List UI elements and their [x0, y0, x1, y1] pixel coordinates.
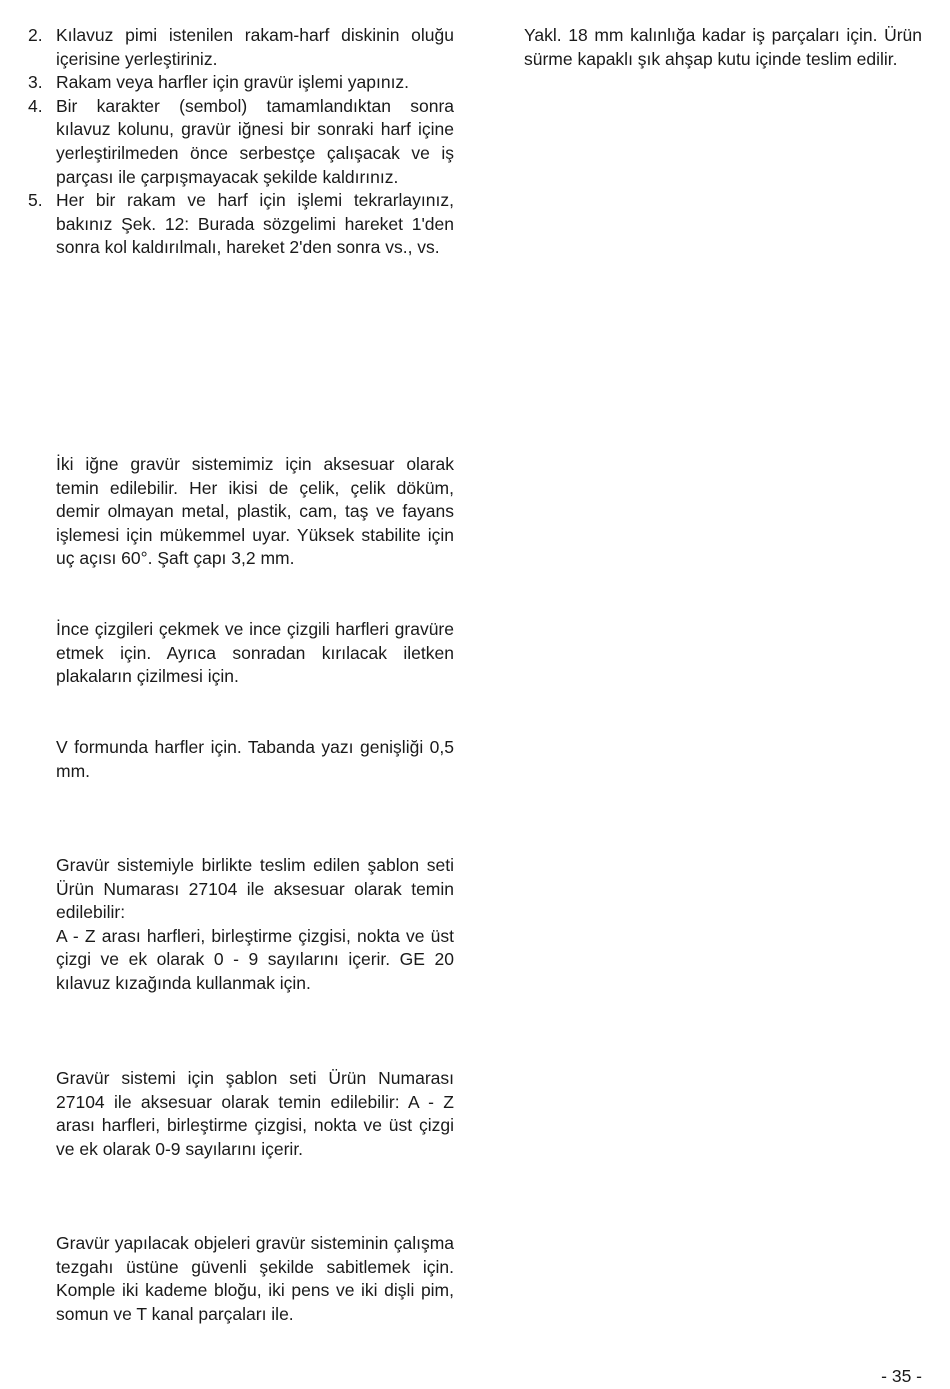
clamping-kit-paragraph: [56, 1232, 454, 1326]
right-column: [524, 24, 922, 71]
step-item: [28, 71, 454, 95]
step-number: 4.: [28, 95, 43, 116]
page-number: - 35 -: [881, 1366, 922, 1386]
step-number: 2.: [28, 25, 43, 45]
template-set-paragraph-2: [56, 1067, 454, 1161]
step-item: [28, 24, 454, 71]
step-list: [28, 24, 454, 260]
step-text: Her bir rakam ve harf için işlemi tekrarlayınız, bakınız Şek. 12: Burada sözgelimi hareket 1'den sonra kol kaldırılmalı, hareket 2'den sonra vs., vs.: [56, 190, 454, 258]
paragraph-text: Gravür sistemiyle birlikte teslim edilen şablon seti Ürün Numarası 27104 ile aksesuar olarak temin edilebilir:: [56, 855, 454, 923]
needle-description-paragraph: [56, 453, 454, 571]
paragraph-text: Gravür sistemi için şablon seti Ürün Numarası 27104 ile aksesuar olarak temin edilebilir: A - Z arası harfleri, birleştirme çizgisi, nokta ve üst çizgi ve ek olarak 0-9 sayılarını içerir.: [56, 1068, 454, 1159]
paragraph-text: İnce çizgileri çekmek ve ince çizgili harfleri gravüre etmek için. Ayrıca sonradan kırılacak iletken plakaların çizilmesi için.: [56, 619, 454, 687]
fine-line-paragraph: [56, 618, 454, 689]
paragraph-text: Gravür yapılacak objeleri gravür sisteminin çalışma tezgahı üstüne güvenli şekilde sabitlemek için. Komple iki kademe bloğu, iki pens ve iki dişli pim, somun ve T kanal parçaları ile.: [56, 1233, 454, 1324]
step-text: Kılavuz pimi istenilen rakam-harf diskinin oluğu içerisine yerleştiriniz.: [56, 25, 454, 69]
v-form-paragraph: [56, 736, 454, 783]
paragraph-text: A - Z arası harfleri, birleştirme çizgisi, nokta ve üst çizgi ve ek olarak 0 - 9 sayılarını içerir. GE 20 kılavuz kızağında kullanmak için.: [56, 925, 454, 993]
step-item: [28, 189, 454, 260]
step-text: Bir karakter (sembol) tamamlandıktan sonra kılavuz kolunu, gravür iğnesi bir sonraki harf içine yerleştirilmeden önce serbestçe çalışacak ve iş parçası ile çarpışmayacak şekilde kaldırınız.: [56, 95, 454, 187]
right-column-text: Yakl. 18 mm kalınlığa kadar iş parçaları için. Ürün sürme kapaklı şık ahşap kutu içinde teslim edilir.: [524, 25, 922, 69]
step-item: [28, 95, 454, 189]
step-text: Rakam veya harfler için gravür işlemi yapınız.: [56, 72, 410, 93]
template-set-paragraph: [56, 854, 454, 996]
left-column: [28, 24, 454, 260]
paragraph-text: V formunda harfler için. Tabanda yazı genişliği 0,5 mm.: [56, 737, 454, 781]
step-number: 5.: [28, 190, 43, 211]
step-number: 3.: [28, 72, 43, 93]
paragraph-text: İki iğne gravür sistemimiz için aksesuar olarak temin edilebilir. Her ikisi de çelik, çelik döküm, demir olmayan metal, plastik, cam, taş ve fayans işlemesi için mükemmel uyar. Yüksek stabilite için uç açısı 60°. Şaft çapı 3,2 mm.: [56, 454, 454, 569]
